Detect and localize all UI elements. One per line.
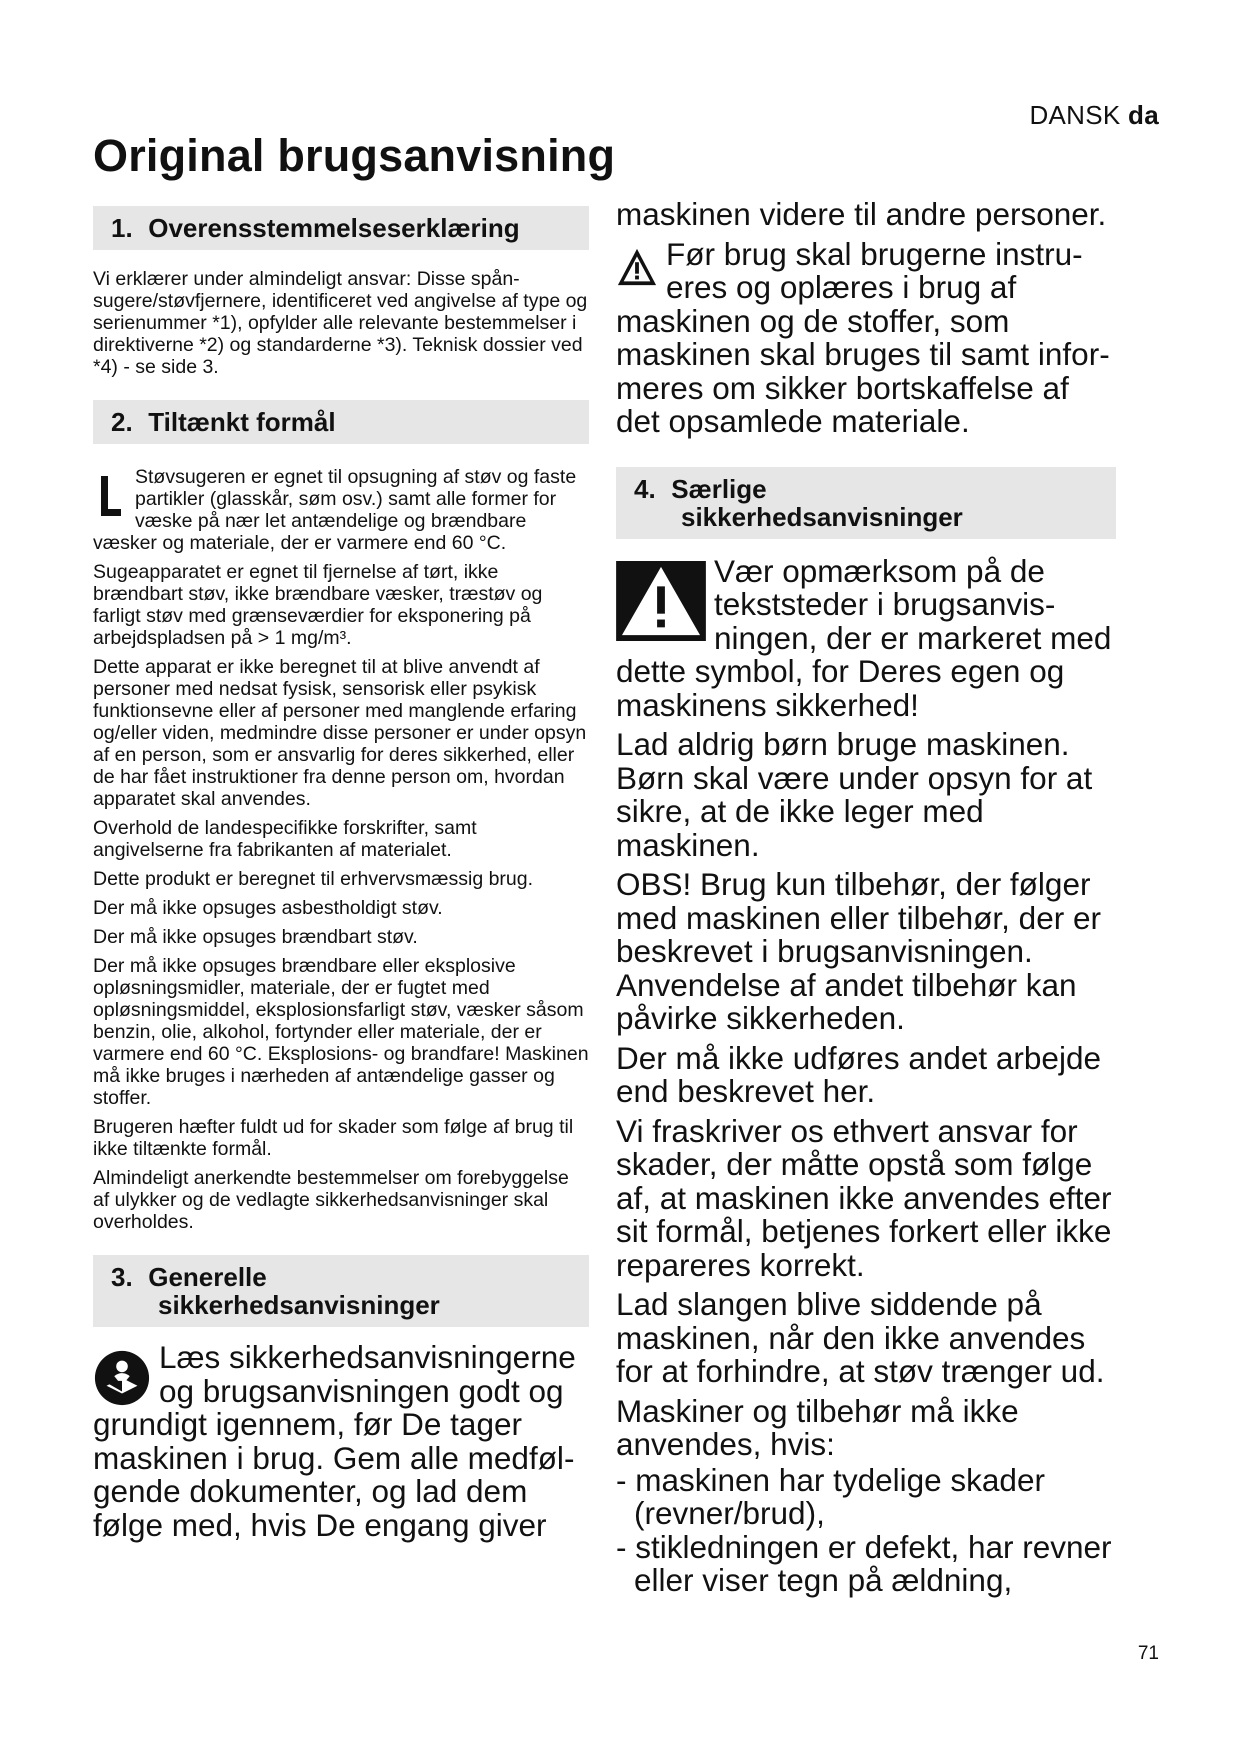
list-item: - maskinen har tydelige skader (revner/brud), xyxy=(616,1461,1045,1531)
section-4-paragraph: Der må ikke udføres andet arbejde end beskrevet her. xyxy=(616,1039,1101,1109)
section-4-paragraph: Maskiner og tilbehør må ikke anvendes, hvis: xyxy=(616,1392,1019,1462)
section-1-number: 1. xyxy=(111,213,133,243)
page-title: Original brugsanvisning xyxy=(93,130,616,181)
section-2-paragraph: Almindeligt anerkendte bestemmelser om forebyggelse af ulykker og de vedlagte sikkerhedsanvisninger skal overholdes. xyxy=(93,1167,569,1233)
section-2-heading xyxy=(93,400,589,444)
section-4-title-line2: sikkerhedsanvisninger xyxy=(681,501,963,532)
dust-class-l-icon xyxy=(101,476,123,516)
section-3-title-line1: Generelle xyxy=(148,1262,267,1292)
section-2-number: 2. xyxy=(111,407,133,437)
warning-triangle-icon xyxy=(616,561,706,641)
section-2-paragraph: Der må ikke opsuges brændbart støv. xyxy=(93,926,418,948)
section-2-paragraph: Sugeapparatet er egnet til fjernelse af tørt, ikke brændbart støv, ikke brændbare væsker, træstøv og farligt støv med grænseværdier for eksponering på arbejdspladsen på > 1 mg/m³. xyxy=(93,561,543,649)
page-number: 71 xyxy=(1137,1643,1159,1664)
section-4-heading xyxy=(616,467,1116,539)
language-name: DANSK xyxy=(1029,100,1121,130)
section-3-title-line2: sikkerhedsanvisninger xyxy=(158,1290,440,1320)
section-4-paragraph: Lad slangen blive siddende på maskinen, når den ikke anvendes for at forhindre, at støv trænger ud. xyxy=(616,1286,1105,1389)
section-4-title-line1: Særlige xyxy=(671,473,767,504)
section-1-heading xyxy=(93,206,589,250)
language-indicator xyxy=(1029,100,1159,131)
read-manual-icon xyxy=(93,1349,151,1407)
section-3-heading xyxy=(93,1255,589,1327)
left-column xyxy=(93,206,589,1548)
section-3-number: 3. xyxy=(111,1262,133,1292)
list-item: - stikledningen er defekt, har revner eller viser tegn på ældning, xyxy=(616,1528,1112,1598)
section-4-paragraph: Lad aldrig børn bruge maskinen. Børn skal være under opsyn for at sikre, at de ikke leger med maskinen. xyxy=(616,726,1093,863)
section-2-title: Tiltænkt formål xyxy=(148,407,336,437)
section-2-paragraph: Dette produkt er beregnet til erhvervsmæssig brug. xyxy=(93,868,534,890)
section-2-paragraph: Dette apparat er ikke beregnet til at blive anvendt af personer med nedsat fysisk, sensorisk eller psykisk funktionsevne eller af personer med manglende erfaring og/eller viden, medmindre disse personer er under opsyn af en person, som er ansvarlig for deres sikkerhed, eller de har fået instruktioner fra denne person om, hvordan apparatet skal anvendes. xyxy=(93,656,587,810)
section-3-paragraph-continued: maskinen videre til andre personer. xyxy=(616,196,1107,232)
section-1-title: Overensstemmelseserklæring xyxy=(148,213,520,243)
right-column xyxy=(616,198,1116,1598)
section-4-warning: Vær opmærksom på de tekststeder i brugsanvisningen, der er markeret med dette symbol, for Deres egen og maskinens sikkerhed! xyxy=(616,552,1112,723)
section-3-paragraph: Læs sikkerhedsanvisningerne og brugsanvisningen godt og grundigt igennem, før De tager maskinen i brug. Gem alle medfølgende dokumenter, og lad dem følge med, hvis De engang giver xyxy=(93,1339,576,1543)
section-1-paragraph: Vi erklærer under almindeligt ansvar: Disse spånsugere/støvfjernere, identificeret ved angivelse af type og serienummer *1), opfylder alle relevante bestemmelser i direktiverne *2) og standarderne *3). Teknisk dossier ved *4) - se side 3. xyxy=(93,268,588,378)
warning-triangle-icon xyxy=(616,246,658,288)
section-2-paragraph: Der må ikke opsuges asbestholdigt støv. xyxy=(93,897,443,919)
section-4-paragraph: OBS! Brug kun tilbehør, der følger med maskinen eller tilbehør, der er beskrevet i brugsanvisningen. Anvendelse af andet tilbehør kan påvirke sikkerheden. xyxy=(616,866,1101,1036)
section-4-paragraph: Vi fraskriver os ethvert ansvar for skader, der måtte opstå som følge af, at maskinen ikke anvendes efter sit formål, betjenes forkert eller ikke repareres korrekt. xyxy=(616,1112,1112,1283)
section-3-warning: Før brug skal brugerne instrueres og oplæres i brug af maskinen og de stoffer, som maskinen skal bruges til samt informeres om sikker bortskaffelse af det opsamlede materiale. xyxy=(616,235,1110,439)
section-4-number: 4. xyxy=(634,473,656,504)
section-2-paragraph: Støvsugeren er egnet til opsugning af støv og faste partikler (glasskår, søm osv.) samt alle former for væske på nær let antændelige og brændbare væsker og materiale, der er varmere end 60 °C. xyxy=(93,466,577,554)
section-2-paragraph: Brugeren hæfter fuldt ud for skader som følge af brug til ikke tiltænkte formål. xyxy=(93,1116,574,1160)
section-2-paragraph: Overhold de landespecifikke forskrifter, samt angivelserne fra fabrikanten af materialet. xyxy=(93,817,477,861)
section-2-paragraph: Der må ikke opsuges brændbare eller eksplosive opløsningsmidler, materiale, der er fugtet med opløsningsmiddel, eksplosionsfarligt støv, væsker såsom benzin, olie, alkohol, fortynder eller materiale, der er varmere end 60 °C. Eksplosions- og brandfare! Maskinen må ikke bruges i nærheden af antændelige gasser og stoffer. xyxy=(93,955,589,1109)
language-code: da xyxy=(1128,100,1159,130)
